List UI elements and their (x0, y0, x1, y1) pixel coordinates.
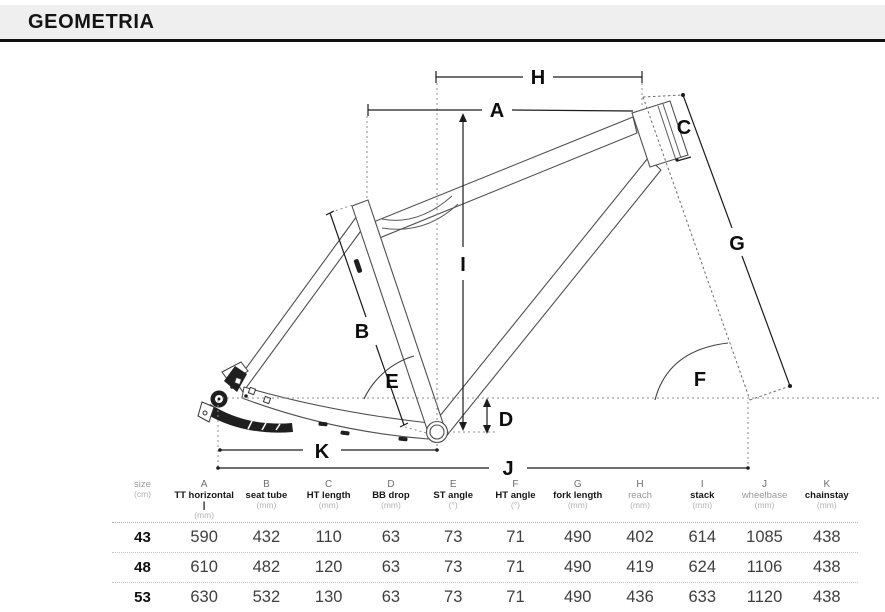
table-cell: 436 (626, 588, 654, 607)
table-cell: 1120 (746, 588, 783, 607)
table-cell: 438 (813, 588, 841, 607)
page-title: GEOMETRIA (28, 10, 155, 33)
dim-label-d: D (498, 409, 514, 431)
seat-stay (236, 216, 363, 392)
col-header-stack: I stack (mm) (690, 479, 715, 511)
table-cell: 614 (688, 528, 717, 547)
dim-label-g: G (729, 233, 745, 255)
dim-label-b: B (354, 321, 370, 343)
col-header-seat-tube: B seat tube (mm) (245, 479, 288, 511)
size-value: 43 (134, 529, 151, 547)
dim-label-i: I (460, 254, 466, 276)
table-cell: 630 (190, 588, 218, 607)
col-header-tt-horizontal: A TT horizontal | (mm) (174, 479, 234, 521)
table-row-size-43 (112, 523, 858, 553)
dim-label-f: F (693, 369, 707, 391)
table-cell: 1085 (746, 528, 783, 547)
cable-guide (340, 430, 349, 435)
dim-label-h: H (530, 67, 546, 89)
table-cell: 610 (190, 558, 218, 577)
table-cell: 63 (381, 588, 401, 607)
col-header-ht-length: C HT length (mm) (306, 479, 351, 511)
size-value: 53 (134, 589, 151, 607)
col-header-reach: H reach (mm) (628, 479, 652, 511)
table-cell: 490 (563, 558, 592, 577)
dim-label-c: C (676, 117, 692, 139)
col-header-chainstay: K chainstay (mm) (804, 479, 849, 511)
table-cell: 63 (381, 528, 401, 547)
table-cell: 490 (563, 528, 592, 547)
table-cell: 438 (813, 528, 841, 547)
table-cell: 71 (506, 558, 525, 577)
table-cell: 402 (626, 528, 654, 547)
dim-label-e: E (385, 371, 399, 393)
table-cell: 63 (381, 558, 401, 577)
table-cell: 1106 (746, 558, 783, 577)
table-cell: 438 (813, 558, 841, 577)
table-cell: 73 (444, 558, 463, 577)
seat-tube (352, 200, 445, 435)
col-header-st-angle: E ST angle (°) (433, 479, 473, 511)
table-cell: 71 (506, 528, 525, 547)
table-cell: 432 (252, 528, 281, 547)
table-cell: 419 (626, 558, 654, 577)
table-cell: 73 (444, 588, 463, 607)
table-cell: 624 (688, 558, 717, 577)
table-row-size-48 (112, 553, 858, 583)
table-row-size-53 (112, 583, 858, 612)
geometry-table (112, 478, 858, 612)
size-value: 48 (134, 559, 151, 577)
section-header-bar (0, 5, 885, 42)
table-cell: 532 (252, 588, 281, 607)
table-cell: 482 (252, 558, 281, 577)
col-header-fork-length: G fork length (mm) (553, 479, 603, 511)
col-header-bb-drop: D BB drop (mm) (372, 479, 410, 511)
col-header-wheelbase: J wheelbase (mm) (741, 479, 788, 511)
dim-label-j: J (502, 458, 514, 478)
table-cell: 120 (314, 558, 343, 577)
table-header-row (112, 478, 858, 523)
table-cell: 110 (315, 528, 342, 547)
bottle-boss (353, 259, 362, 274)
dim-label-a: A (489, 100, 505, 122)
head-angle-arc (655, 343, 728, 400)
table-cell: 633 (688, 588, 717, 607)
table-cell: 130 (314, 588, 343, 607)
table-cell: 71 (506, 588, 525, 607)
col-header-ht-angle: F HT angle (°) (495, 479, 536, 511)
dim-label-k: K (314, 441, 330, 463)
col-header-size: size (cm) (134, 479, 151, 500)
table-cell: 73 (444, 528, 463, 547)
bike-geometry-diagram (0, 42, 885, 478)
table-cell: 590 (190, 528, 218, 547)
cable-guide (318, 422, 327, 427)
table-cell: 490 (563, 588, 592, 607)
